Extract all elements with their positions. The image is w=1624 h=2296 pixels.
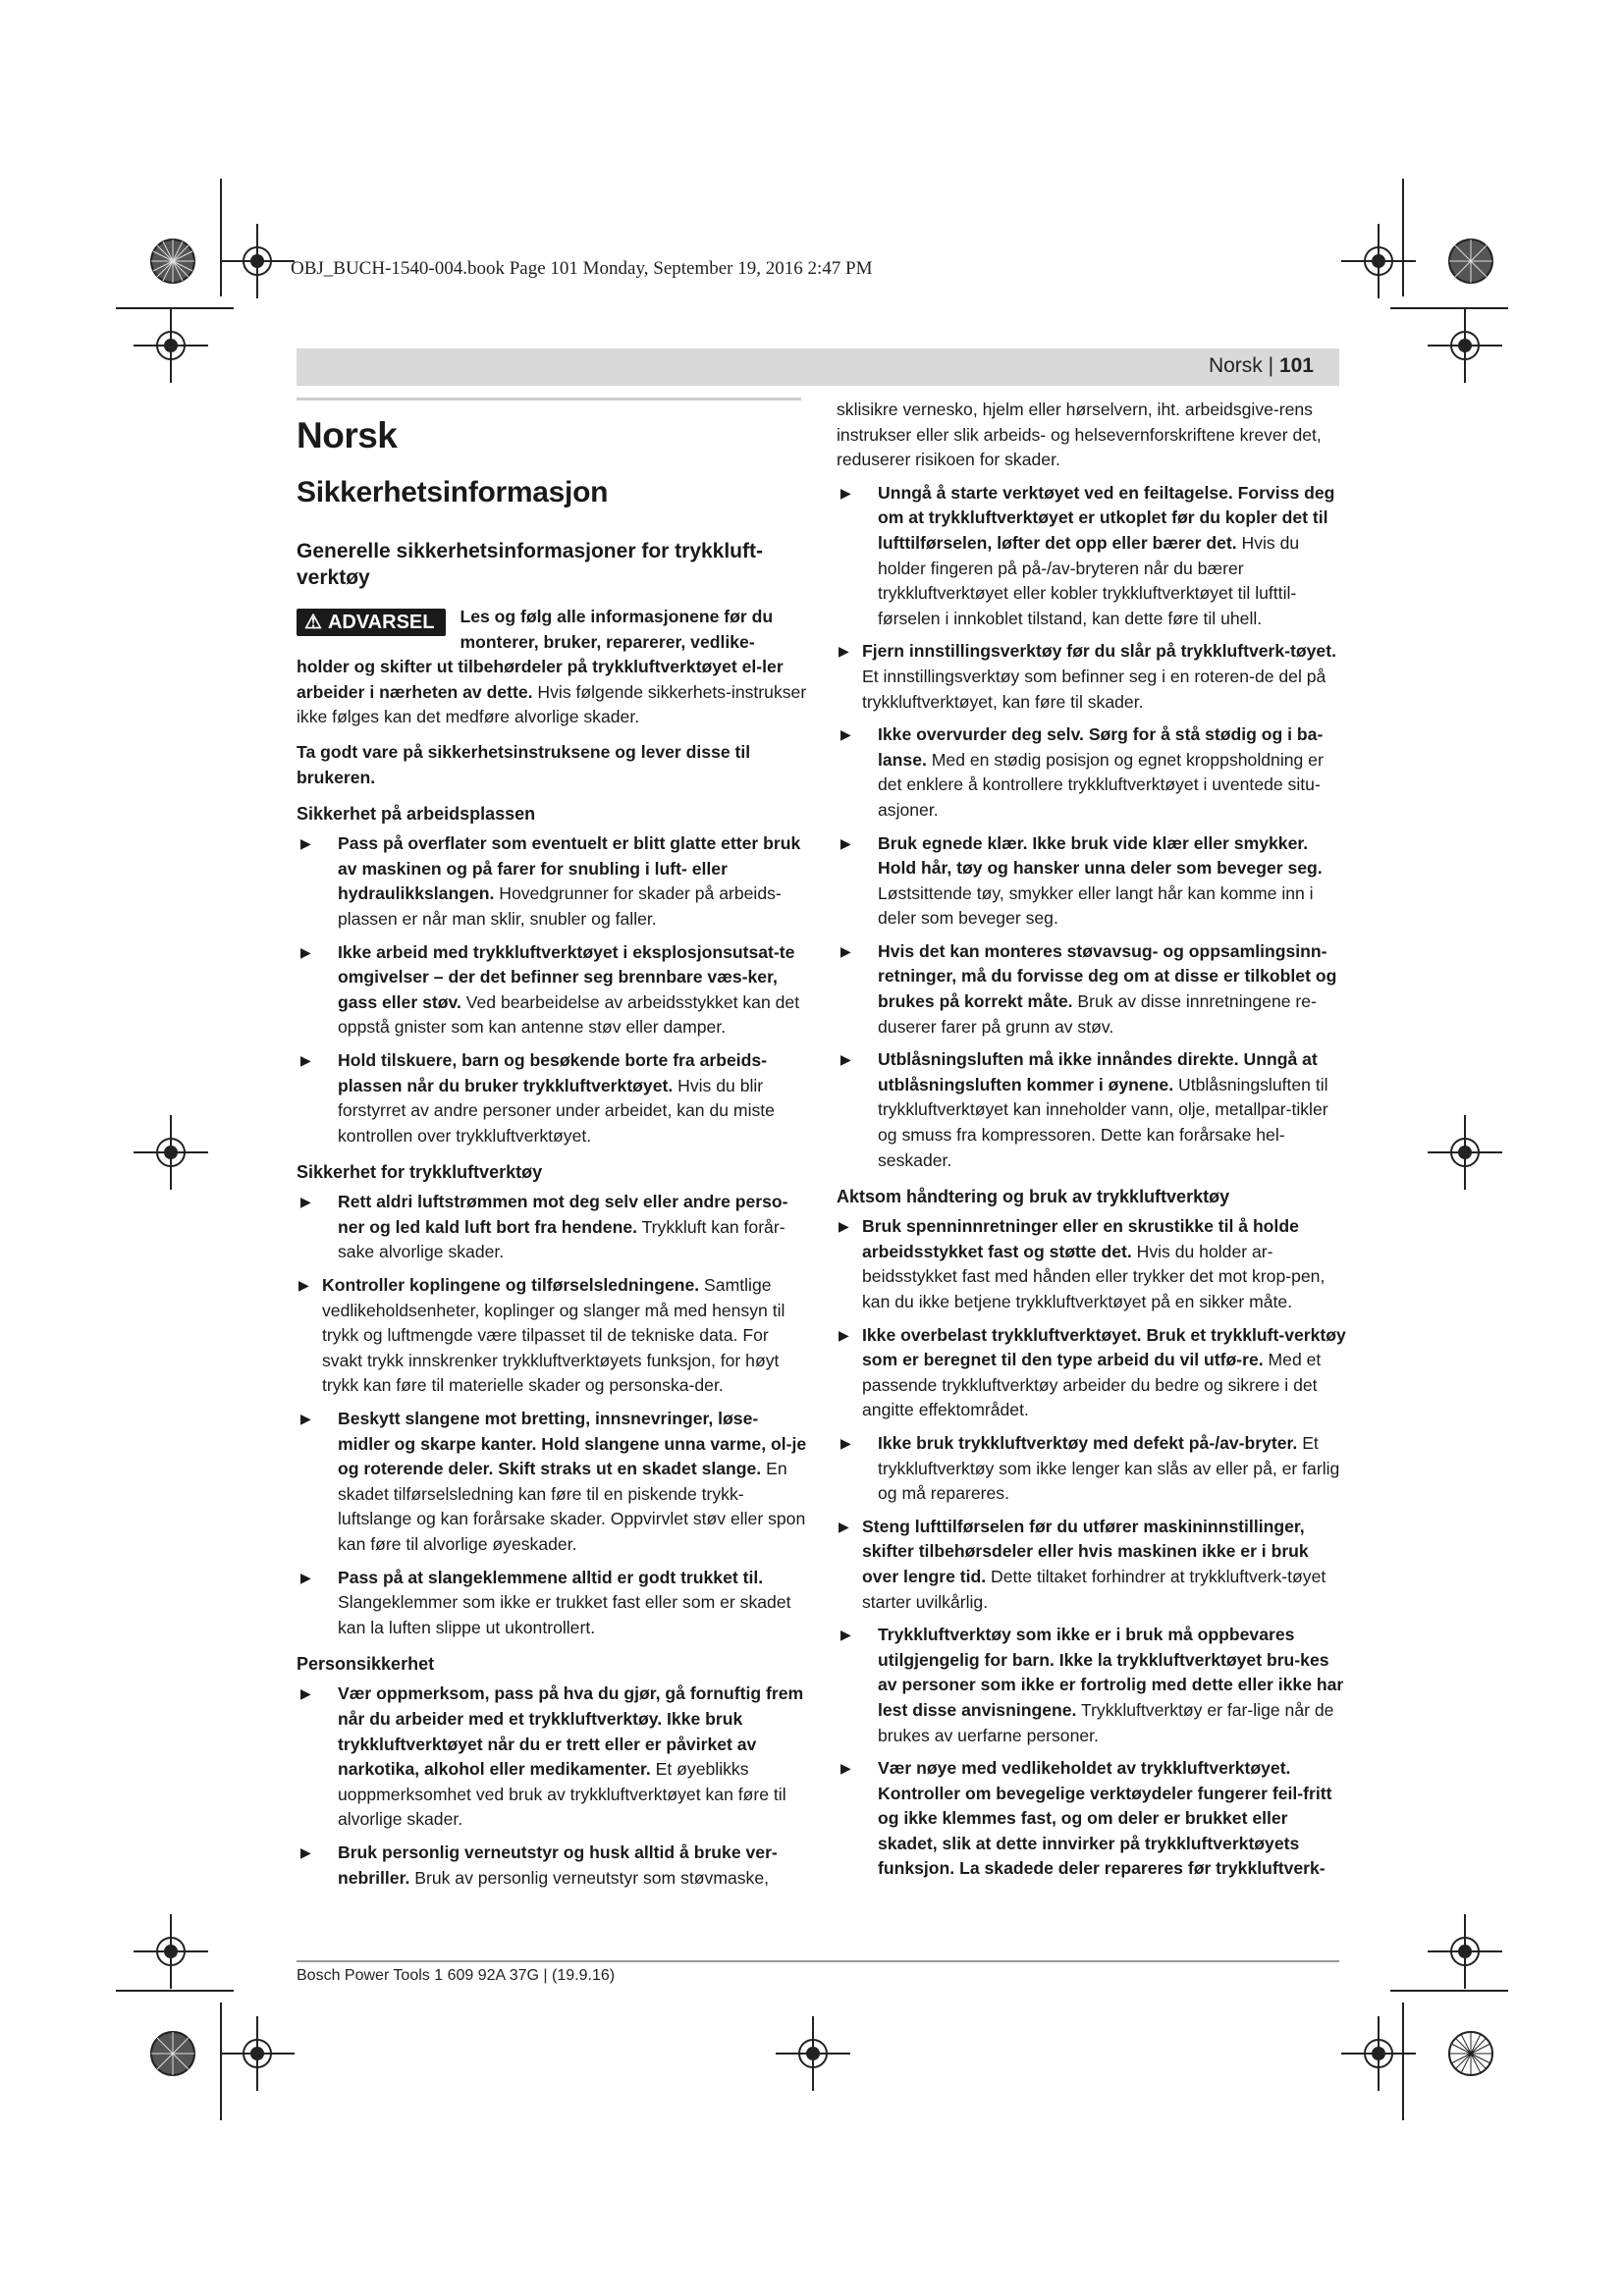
item-bold: Rett aldri luftstrømmen mot deg selv eller andre perso-ner og led kald luft bort fra hendene. — [338, 1192, 788, 1237]
list-item — [837, 831, 1347, 932]
crosshair-icon — [134, 1914, 208, 1989]
bullet-arrow-icon: ▶ — [298, 1277, 309, 1294]
divider — [297, 398, 801, 400]
personal-heading: Personsikkerhet — [297, 1654, 435, 1675]
item-text: Med et passende trykkluftverktøy arbeider du bedre og sikrere i det angitte effektområdet. — [862, 1350, 1322, 1420]
item-bold: Trykkluftverktøy som ikke er i bruk må oppbevares utilgjengelig for barn. Ikke la trykkluftverktøyet bru-kes av personer som ikke er fortrolig med dette eller ikke har lest disse anvisningene. — [878, 1625, 1344, 1720]
page-header — [297, 348, 1339, 386]
warning-triangle-icon: ⚠ — [304, 612, 322, 633]
list-item — [297, 1841, 807, 1891]
bullet-arrow-icon: ▶ — [300, 835, 311, 852]
item-bold: Unngå å starte verktøyet ved en feiltagelse. Forviss deg om at trykkluftverktøyet er utkoplet før du kopler det til lufttilførselen, løfter det opp eller bærer det. — [878, 482, 1335, 553]
crosshair-icon — [134, 308, 208, 383]
item-text: Hvis du holder fingeren på på-/av-bryteren når du bærer trykkluftverktøyet eller kobler trykkluftverktøyet til lufttil-førselen i innkoblet tilstand, kan dette føre til uhell. — [878, 532, 1300, 628]
item-bold: Ikke bruk trykkluftverktøy med defekt på-/av-bryter. — [878, 1432, 1298, 1453]
warning-text: Hvis følgende sikkerhets-instrukser ikke følges kan det medføre alvorlige skader. — [297, 681, 807, 727]
registration-rosette-icon — [1447, 238, 1494, 285]
bullet-arrow-icon: ▶ — [300, 1194, 311, 1210]
workplace-heading: Sikkerhet på arbeidsplassen — [297, 804, 536, 825]
bullet-arrow-icon: ▶ — [840, 1051, 851, 1068]
print-info: OBJ_BUCH-1540-004.book Page 101 Monday, September 19, 2016 2:47 PM — [291, 258, 873, 279]
warning-paragraph — [297, 605, 807, 730]
item-bold: Bruk egnede klær. Ikke bruk vide klær eller smykker. Hold hår, tøy og hansker unna deler som beveger seg. — [878, 832, 1323, 879]
list-item — [297, 1407, 807, 1558]
subsection-title: Generelle sikkerhetsinformasjoner for trykkluft-verktøy — [297, 540, 763, 589]
left-column — [297, 398, 807, 1898]
bullet-arrow-icon: ▶ — [300, 1411, 311, 1427]
item-bold: Pass på overflater som eventuelt er blitt glatte etter bruk av maskinen og på farer for snubling i luft- eller hydraulikkslangen. — [338, 833, 801, 904]
warning-badge — [297, 609, 446, 636]
crop-mark — [1390, 1990, 1508, 1992]
list-item — [837, 1214, 1347, 1314]
crosshair-icon — [1341, 2016, 1416, 2091]
list-item — [297, 1682, 807, 1833]
item-text: Samtlige vedlikeholdsenheter, koplinger og slanger må med hensyn til trykk og luftmengde være tilpasset til de tekniske data. For svakt trykk innskrenker trykkluftverktøyets funksjon, for høyt trykk kan føre til materielle skader og personska-der. — [322, 1275, 785, 1396]
warning-badge-label: ADVARSEL — [327, 612, 435, 633]
bullet-arrow-icon: ▶ — [840, 484, 851, 501]
header-label — [1209, 354, 1314, 378]
item-text: Bruk av personlig verneutstyr som støvmaske, — [409, 1867, 770, 1888]
list-item — [837, 1047, 1347, 1173]
warning-bold: Les og følg alle informasjonene før du monterer, bruker, reparerer, vedlike-holder og skifter ut tilbehørdeler på trykkluftverktøyet el-ler arbeider i nærheten av dette. — [297, 607, 784, 702]
item-text: Trykkluft kan forår-sake alvorlige skader. — [338, 1216, 785, 1262]
bullet-arrow-icon: ▶ — [300, 1569, 311, 1585]
item-bold: Ikke arbeid med trykkluftverktøyet i eksplosjonsutsat-te omgivelser – der det befinner seg brennbare væs-ker, gass eller støv. — [338, 941, 795, 1012]
section-title: Sikkerhetsinformasjon — [297, 476, 609, 508]
item-bold: Hold tilskuere, barn og besøkende borte fra arbeids-plassen når du bruker trykkluftverktøyet. — [338, 1049, 768, 1095]
item-text: Slangeklemmer som ikke er trukket fast eller som er skadet kan la luften slippe ut ukontrollert. — [338, 1592, 791, 1637]
item-bold: Ikke overvurder deg selv. Sørg for å stå stødig og i ba-lanse. — [878, 724, 1324, 770]
crop-mark — [116, 1990, 234, 1992]
item-text: Hvis du holder ar-beidsstykket fast med hånden eller trykker det mot krop-pen, kan du ikke betjene trykkluftverktøyet på en sikker måte. — [862, 1241, 1326, 1311]
item-text: Dette tiltaket forhindrer at trykkluftverk-tøyet starter uvilkårlig. — [862, 1566, 1326, 1612]
bullet-arrow-icon: ▶ — [839, 643, 849, 660]
registration-rosette-icon — [1447, 2030, 1494, 2077]
item-text: Med en stødig posisjon og egnet kroppsholdning er det enklere å kontrollere trykkluftverktøyet i uventede situ-asjoner. — [878, 749, 1324, 820]
bullet-arrow-icon: ▶ — [300, 1843, 311, 1860]
item-bold: Bruk personlig verneutstyr og husk alltid å bruke ver-nebriller. — [338, 1842, 778, 1888]
list-item — [837, 939, 1347, 1040]
item-bold: Beskytt slangene mot bretting, innsnevringer, løse-midler og skarpe kanter. Hold slangene unna varme, ol-je og roterende deler. Skift straks ut en skadet slange. — [338, 1409, 807, 1479]
bullet-arrow-icon: ▶ — [839, 1518, 849, 1534]
item-text: Trykkluftverktøy er far-lige når de brukes av uerfarne personer. — [878, 1699, 1334, 1745]
bullet-arrow-icon: ▶ — [840, 1760, 851, 1777]
item-text: Løstsittende tøy, smykker eller langt hår kan komme inn i deler som beveger seg. — [878, 882, 1314, 929]
crosshair-icon — [1428, 308, 1502, 383]
crosshair-icon — [134, 1115, 208, 1190]
item-bold: Kontroller koplingene og tilførselsledningene. — [322, 1275, 700, 1296]
list-item — [837, 1323, 1347, 1423]
bullet-arrow-icon: ▶ — [300, 1051, 311, 1068]
list-item — [297, 1190, 807, 1265]
bullet-arrow-icon: ▶ — [839, 1326, 849, 1343]
tool-heading: Sikkerhet for trykkluftverktøy — [297, 1162, 543, 1183]
page-number: 101 — [1278, 354, 1314, 377]
bullet-arrow-icon: ▶ — [840, 1434, 851, 1451]
bullet-arrow-icon: ▶ — [840, 1627, 851, 1643]
item-text: Hovedgrunner for skader på arbeids-plassen er når man sklir, snubler og faller. — [338, 883, 782, 929]
crosshair-icon — [1341, 224, 1416, 298]
bullet-arrow-icon: ▶ — [300, 1685, 311, 1702]
list-item — [297, 940, 807, 1041]
list-item — [837, 639, 1347, 715]
item-text: Et trykkluftverktøy som ikke lenger kan slås av eller på, er farlig og må repareres. — [878, 1432, 1340, 1504]
item-bold: Ikke overbelast trykkluftverktøyet. Bruk et trykkluft-verktøy som er beregnet til den type arbeid du vil utfø-re. — [862, 1324, 1346, 1370]
list-item — [837, 722, 1347, 823]
list-item — [837, 481, 1347, 632]
list-item — [837, 1623, 1347, 1748]
crosshair-icon — [220, 2016, 295, 2091]
crosshair-icon — [1428, 1115, 1502, 1190]
item-text: Utblåsningsluften til trykkluftverktøyet kan inneholder vann, olje, metallpar-tikler og smuss fra kompressoren. Dette kan forårsake hel-seskader. — [878, 1074, 1328, 1170]
item-bold: Utblåsningsluften må ikke innåndes direkte. Unngå at utblåsningsluften kommer i øynene. — [878, 1049, 1318, 1095]
item-bold: Hvis det kan monteres støvavsug- og oppsamlingsinn-retninger, må du forvisse deg om at disse er tilkoblet og brukes på korrekt måte. — [878, 940, 1337, 1012]
item-text: Hvis du blir forstyrret av andre personer under arbeidet, kan du miste kontrollen over trykkluftverktøyet. — [338, 1075, 775, 1146]
list-item — [297, 831, 807, 932]
item-text: Et øyeblikks uoppmerksomhet ved bruk av trykkluftverktøyet kan føre til alvorlige skader. — [338, 1759, 786, 1830]
item-text: Bruk av disse innretningene re-duserer farer på grunn av støv. — [878, 991, 1317, 1037]
item-bold: Vær oppmerksom, pass på hva du gjør, gå fornuftig frem når du arbeider med et trykkluftverktøy. Ikke bruk trykkluftverktøyet når du er trett eller er påvirket av narkotika, alkohol eller medikamenter. — [338, 1683, 804, 1780]
item-text: Et innstillingsverktøy som befinner seg i en roteren-de del på trykkluftverktøyet, kan føre til skader. — [862, 666, 1326, 712]
item-bold: Steng lufttilførselen før du utfører maskininnstillinger, skifter tilbehørsdeler eller hvis maskinen ikke er i bruk over lengre tid. — [862, 1516, 1309, 1586]
list-item — [297, 1566, 807, 1641]
list-item — [837, 1515, 1347, 1615]
item-bold: Bruk spenninnretninger eller en skrustikke til å holde arbeidsstykket fast og støtte det. — [862, 1216, 1299, 1261]
list-item — [837, 1756, 1347, 1882]
bullet-arrow-icon: ▶ — [300, 943, 311, 960]
right-column — [837, 398, 1347, 1890]
continuation-text: sklisikre vernesko, hjelm eller hørselvern, iht. arbeidsgive-rens instrukser eller slik arbeids- og helsevernforskriftene krever det, reduserer risikoen for skader. — [837, 400, 1322, 470]
careful-heading: Aktsom håndtering og bruk av trykkluftverktøy — [837, 1187, 1230, 1207]
crosshair-icon — [776, 2016, 850, 2091]
list-item — [297, 1048, 807, 1148]
item-bold: Fjern innstillingsverktøy før du slår på trykkluftverk-tøyet. — [862, 641, 1336, 662]
bullet-arrow-icon: ▶ — [840, 942, 851, 959]
item-bold: Vær nøye med vedlikeholdet av trykkluftverktøyet. Kontroller om bevegelige verktøydeler fungerer feil-fritt og ikke klemmes fast, og om deler er brukket eller skadet, slik at dette innvirker på trykkluftverktøyets funksjon. La skadede deler repareres før trykkluftverk- — [878, 1758, 1332, 1879]
page-footer: Bosch Power Tools 1 609 92A 37G | (19.9.16) — [297, 1967, 616, 1984]
registration-rosette-icon — [149, 2030, 196, 2077]
crosshair-icon — [1428, 1914, 1502, 1989]
page-title: Norsk — [297, 415, 398, 455]
crosshair-icon — [220, 224, 295, 298]
item-text: Ved bearbeidelse av arbeidsstykket kan det oppstå gnister som kan antenne støv eller damper. — [338, 991, 800, 1038]
bullet-arrow-icon: ▶ — [840, 834, 851, 851]
list-item — [837, 1431, 1347, 1507]
footer-divider — [297, 1960, 1339, 1962]
item-text: En skadet tilførselsledning kan føre til en piskende trykk-luftslange og kan forårsake skader. Oppvirvlet støv eller spon kan føre til alvorlige øyeskader. — [338, 1459, 806, 1554]
header-separator: | — [1268, 354, 1274, 377]
bullet-arrow-icon: ▶ — [839, 1218, 849, 1235]
registration-rosette-icon — [149, 238, 196, 285]
list-item — [297, 1273, 807, 1399]
keep-instructions: Ta godt vare på sikkerhetsinstruksene og lever disse til brukeren. — [297, 741, 751, 787]
item-bold: Pass på at slangeklemmene alltid er godt trukket til. — [338, 1567, 764, 1587]
bullet-arrow-icon: ▶ — [840, 726, 851, 743]
header-section: Norsk — [1208, 354, 1263, 377]
